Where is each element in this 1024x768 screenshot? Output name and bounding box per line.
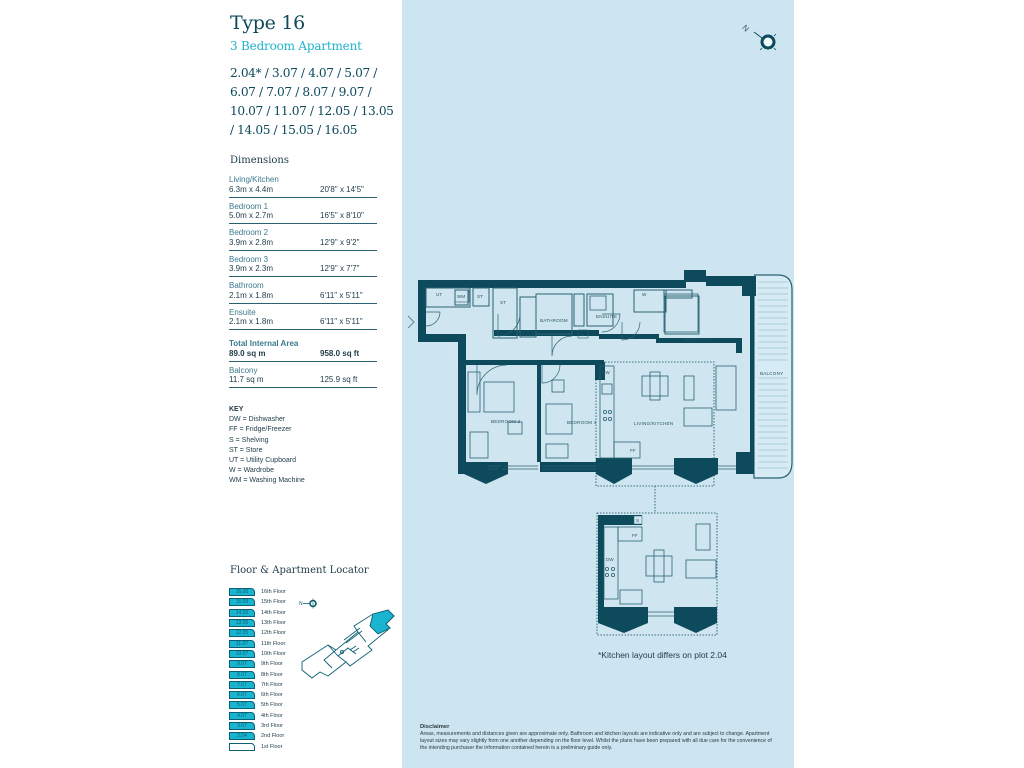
key-item: UT = Utility Cupboard: [229, 457, 296, 465]
floor-row: [229, 690, 286, 700]
floor-badge: 5.07: [229, 701, 255, 709]
svg-text:LIVING/KITCHEN: LIVING/KITCHEN: [634, 421, 674, 426]
dimension-label: Bedroom 1: [229, 201, 269, 211]
floor-row: [229, 649, 286, 659]
dimension-imperial: 12'9" x 7'7": [320, 264, 360, 273]
svg-text:UT: UT: [436, 292, 443, 297]
svg-text:S: S: [636, 518, 640, 523]
dimension-label: Total Internal Area: [229, 339, 299, 348]
apartment-type-title: Type 16: [230, 12, 305, 34]
svg-text:N: N: [740, 23, 751, 34]
floor-row: [229, 669, 286, 679]
floor-badge: 13.05: [229, 619, 255, 627]
dimension-row-living: [229, 174, 377, 198]
floor-label: 8th Floor: [261, 671, 283, 678]
floor-badge: 4.07: [229, 712, 255, 720]
floor-badge: 2.04: [229, 732, 255, 740]
floor-label: 12th Floor: [261, 630, 286, 637]
disclaimer-title: Disclaimer: [420, 724, 450, 730]
svg-text:DW: DW: [602, 370, 610, 375]
locator-compass-icon: [299, 599, 316, 609]
dimension-metric: 11.7 sq m: [229, 375, 264, 384]
dimension-imperial: 958.0 sq ft: [320, 348, 360, 358]
dimension-metric: 89.0 sq m: [229, 348, 266, 358]
dimension-row-ensuite: [229, 307, 377, 331]
floor-row: [229, 597, 286, 607]
svg-text:DW: DW: [606, 557, 614, 562]
disclaimer: [420, 724, 780, 752]
key-item: DW = Dishwasher: [229, 416, 286, 424]
floor-badge: [229, 743, 255, 751]
svg-text:ST: ST: [500, 300, 506, 305]
dimension-metric: 3.9m x 2.8m: [229, 237, 274, 247]
svg-text:ST: ST: [477, 294, 483, 299]
floor-label: 9th Floor: [261, 661, 283, 668]
floor-row: [229, 711, 286, 721]
floor-list: [229, 587, 286, 752]
floor-row: [229, 587, 286, 597]
dimension-label: Ensuite: [229, 307, 256, 317]
dimension-imperial: 125.9 sq ft: [320, 375, 358, 384]
apartment-highlight: [370, 610, 394, 634]
floor-label: 4th Floor: [261, 712, 283, 719]
floor-label: 1st Floor: [261, 743, 283, 750]
svg-text:N: N: [299, 601, 303, 607]
floor-label: 10th Floor: [261, 650, 286, 657]
dimensions-table: [229, 174, 377, 391]
key-item: W = Wardrobe: [229, 467, 275, 475]
floor-badge: 11.07: [229, 640, 255, 648]
key-title: KEY: [229, 406, 244, 413]
dimension-label: Bedroom 3: [229, 254, 269, 264]
floor-row: [229, 741, 286, 751]
dimension-label: Bedroom 2: [229, 228, 269, 237]
floor-badge: 6.07: [229, 691, 255, 699]
floor-label: 6th Floor: [261, 692, 283, 699]
floor-label: 7th Floor: [261, 681, 283, 688]
floor-badge: 9.07: [229, 660, 255, 668]
floor-label: 13th Floor: [261, 620, 286, 627]
key-item: FF = Fridge/Freezer: [229, 426, 292, 434]
svg-text:BEDROOM 3: BEDROOM 3: [567, 420, 597, 425]
floor-badge: 3.07: [229, 722, 255, 730]
key-item: WM = Washing Machine: [229, 477, 305, 485]
floor-badge: 14.05: [229, 609, 255, 617]
dimensions-heading: Dimensions: [230, 155, 289, 166]
svg-text:BATHROOM: BATHROOM: [540, 318, 568, 323]
disclaimer-text: Areas, measurements and distances given are approximate only. Bathroom and kitchen layouts are indicative only and are subject to change. Apartment layout sizes may vary slightly from one another depending on the floor level. Whilst the plans have been prepared with all due care for the convenience of the intending purchaser the information contained herein is a preliminary guide only.: [420, 731, 772, 751]
floor-row: [229, 608, 286, 618]
floor-badge: 8.07: [229, 671, 255, 679]
floor-badge: 7.07: [229, 681, 255, 689]
floor-label: 2nd Floor: [261, 733, 285, 740]
dimension-row-bedroom1: [229, 201, 377, 225]
dimension-row-total: [229, 338, 377, 362]
dimension-metric: 5.0m x 2.7m: [229, 211, 274, 220]
key-item: ST = Store: [229, 446, 263, 454]
balcony: [754, 275, 792, 478]
floor-badge: 16.05: [229, 588, 255, 596]
building-locator-map: [298, 590, 398, 690]
svg-text:BEDROOM 1: BEDROOM 1: [683, 337, 713, 342]
dimension-row-bathroom: [229, 280, 377, 304]
floor-label: 15th Floor: [261, 599, 286, 606]
dimension-label: Balcony: [229, 365, 258, 375]
floor-badge: 10.07: [229, 650, 255, 658]
dimension-label: Bathroom: [229, 281, 264, 290]
floor-row: [229, 659, 286, 669]
entrance-arrow-icon: [408, 316, 414, 328]
apartment-subtitle: 3 Bedroom Apartment: [230, 39, 362, 53]
dimension-row-balcony: [229, 365, 377, 389]
floor-plan-panel: [402, 0, 794, 768]
floor-badge: 15.05: [229, 598, 255, 606]
floor-row: [229, 721, 286, 731]
key-legend: [229, 405, 305, 487]
floor-label: 3rd Floor: [261, 723, 284, 729]
floor-label: 14th Floor: [261, 609, 286, 616]
dimension-label: Living/Kitchen: [229, 175, 279, 184]
dimension-metric: 6.3m x 4.4m: [229, 184, 274, 194]
dimension-row-bedroom3: [229, 254, 377, 278]
locator-heading: Floor & Apartment Locator: [230, 565, 369, 576]
floor-label: 11th Floor: [261, 640, 286, 647]
floor-row: [229, 628, 286, 638]
floor-row: [229, 700, 286, 710]
svg-text:BEDROOM 2: BEDROOM 2: [491, 419, 521, 424]
svg-text:S: S: [581, 332, 585, 337]
svg-text:FF: FF: [632, 533, 638, 538]
dimension-imperial: 20'8" x 14'5": [320, 184, 364, 194]
floor-label: 16th Floor: [261, 589, 286, 596]
svg-text:W: W: [642, 292, 647, 297]
floor-row: [229, 680, 286, 690]
dimension-metric: 2.1m x 1.8m: [229, 290, 274, 300]
svg-text:ENSUITE: ENSUITE: [596, 314, 618, 319]
dimension-imperial: 16'5" x 8'10": [320, 211, 364, 220]
plot-numbers: 2.04* / 3.07 / 4.07 / 5.07 / 6.07 / 7.07 / 8.07 / 9.07 / 10.07 / 11.07 / 12.05 / 13.05 / 14.05 / 15.05 / 16.05: [230, 66, 394, 137]
alternate-kitchen-layout: [597, 513, 717, 635]
dimension-imperial: 12'9" x 9'2": [320, 237, 360, 247]
dimension-metric: 2.1m x 1.8m: [229, 317, 274, 326]
floor-row: [229, 618, 286, 628]
dimension-imperial: 6'11" x 5'11": [320, 290, 363, 300]
dimension-metric: 3.9m x 2.3m: [229, 264, 274, 273]
svg-text:FF: FF: [630, 448, 636, 453]
dimension-imperial: 6'11" x 5'11": [320, 317, 363, 326]
floor-badge: 12.05: [229, 629, 255, 637]
key-item: S = Shelving: [229, 436, 269, 444]
svg-text:BALCONY: BALCONY: [760, 371, 784, 376]
dimension-row-bedroom2: [229, 227, 377, 251]
kitchen-layout-note: *Kitchen layout differs on plot 2.04: [598, 650, 727, 660]
svg-text:WM: WM: [457, 294, 466, 299]
floor-row: [229, 731, 286, 741]
floor-plan-drawing: [402, 0, 794, 720]
floor-row: [229, 638, 286, 648]
info-panel: [220, 0, 402, 768]
floor-label: 5th Floor: [261, 702, 283, 709]
